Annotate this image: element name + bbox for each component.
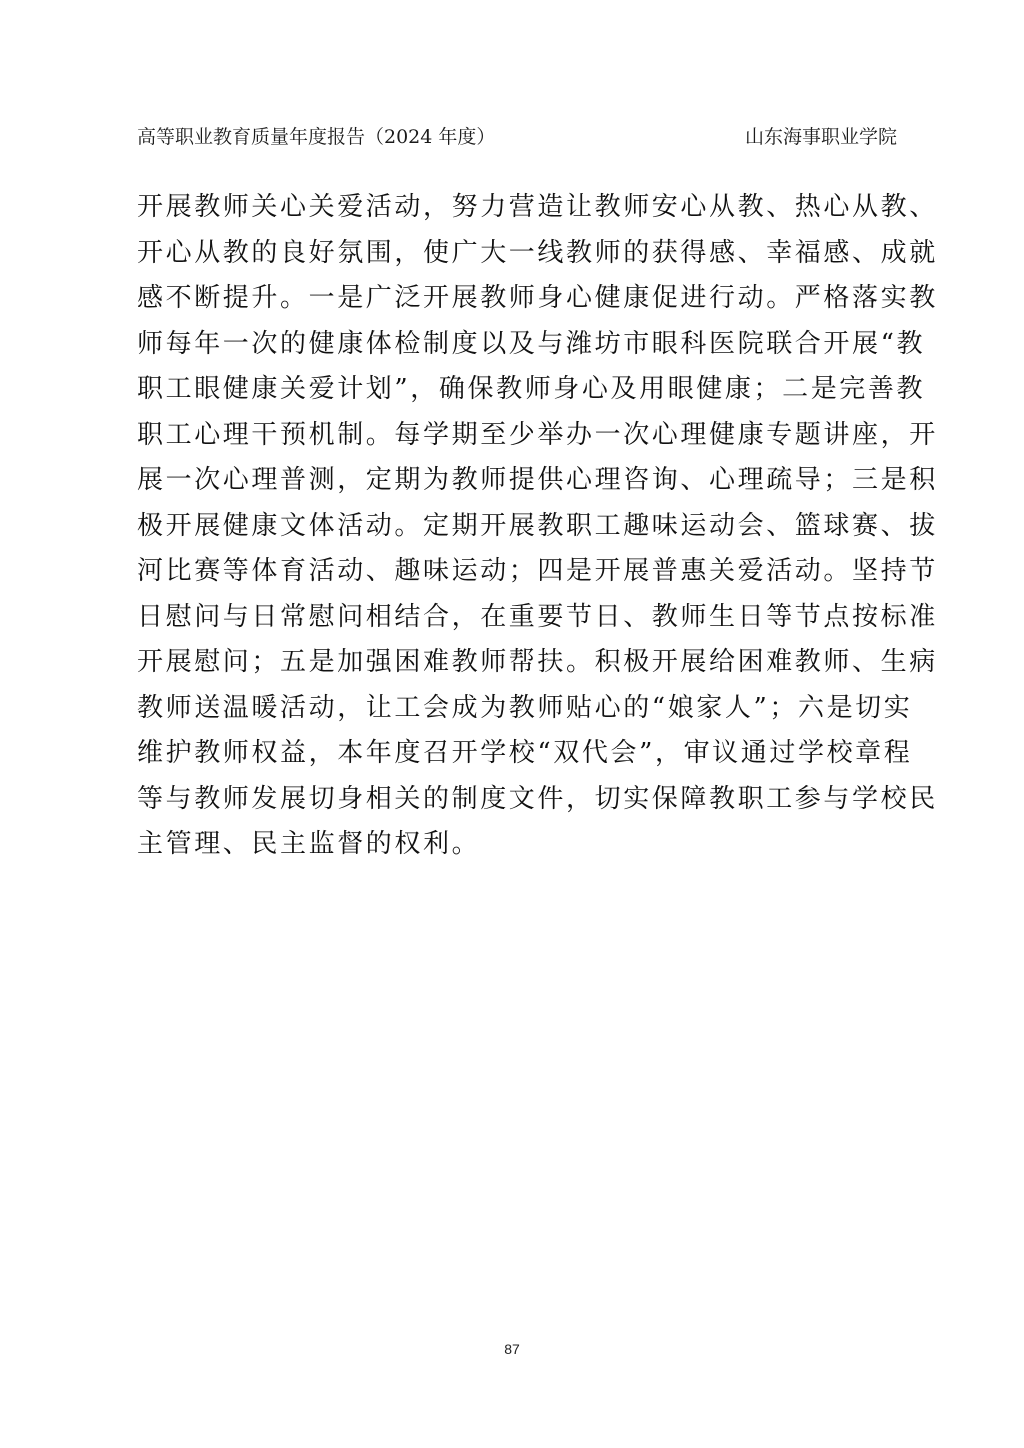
page-number: 87 [504, 1341, 520, 1357]
body-line: 职工心理干预机制。每学期至少举办一次心理健康专题讲座，开 [137, 419, 938, 450]
body-line: 等与教师发展切身相关的制度文件，切实保障教职工参与学校民 [137, 783, 938, 814]
body-line: 维护教师权益，本年度召开学校“双代会”，审议通过学校章程 [137, 738, 913, 768]
body-line: 开展慰问；五是加强困难教师帮扶。积极开展给困难教师、生病 [137, 647, 938, 677]
body-line: 极开展健康文体活动。定期开展教职工趣味运动会、篮球赛、拔 [137, 510, 938, 541]
page-header [137, 122, 897, 152]
body-line: 展一次心理普测，定期为教师提供心理咨询、心理疏导；三是积 [137, 465, 938, 495]
header-institution-name: 山东海事职业学院 [744, 126, 897, 148]
header-report-title: 高等职业教育质量年度报告（2024 年度） [137, 126, 496, 148]
body-line: 主管理、民主监督的权利。 [137, 829, 481, 859]
body-line: 师每年一次的健康体检制度以及与潍坊市眼科医院联合开展“教 [137, 328, 926, 359]
body-line: 河比赛等体育活动、趣味运动；四是开展普惠关爱活动。坚持节 [137, 556, 938, 586]
body-line: 感不断提升。一是广泛开展教师身心健康促进行动。严格落实教 [137, 283, 938, 313]
body-line: 开展教师关心关爱活动，努力营造让教师安心从教、热心从教、 [137, 192, 938, 222]
body-line: 教师送温暖活动，让工会成为教师贴心的“娘家人”；六是切实 [137, 692, 913, 723]
body-line: 开心从教的良好氛围，使广大一线教师的获得感、幸福感、成就 [137, 237, 938, 268]
body-paragraph [137, 185, 938, 868]
body-line: 职工眼健康关爱计划”，确保教师身心及用眼健康；二是完善教 [137, 374, 926, 404]
body-line: 日慰问与日常慰问相结合，在重要节日、教师生日等节点按标准 [137, 601, 938, 632]
